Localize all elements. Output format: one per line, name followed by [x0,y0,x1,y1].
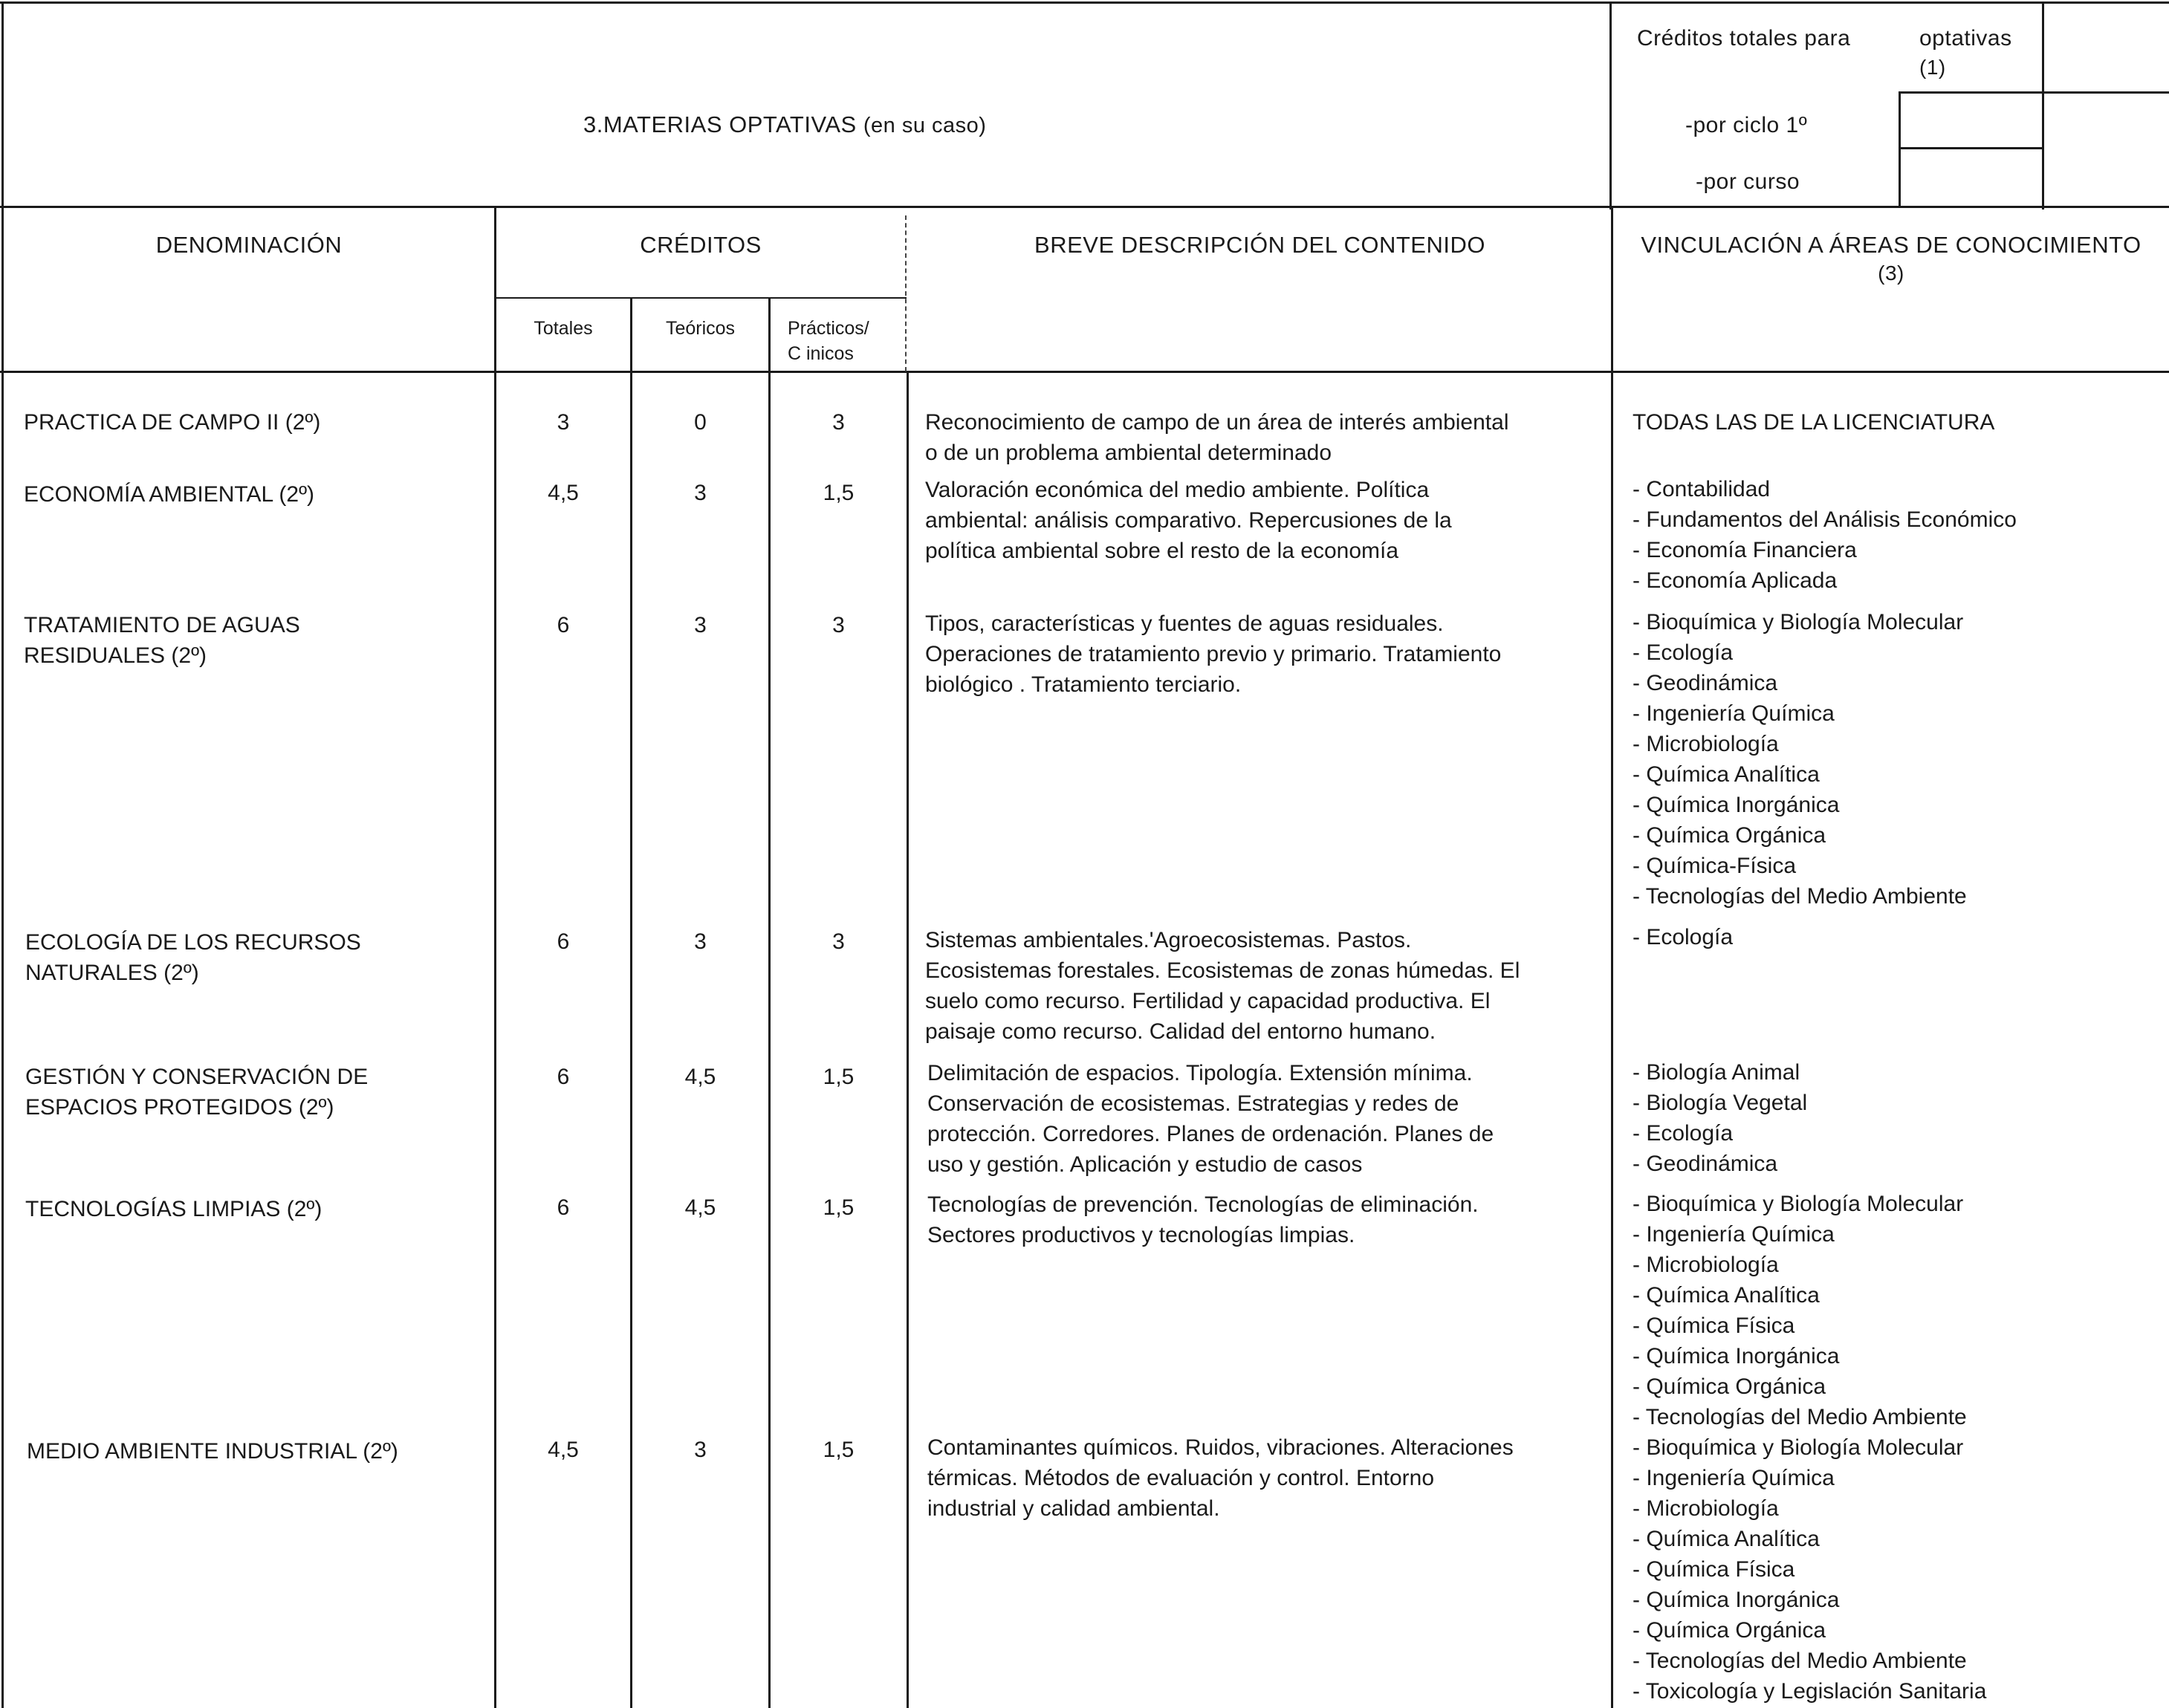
row-4-desc-line-4: paisaje como recurso. Calidad del entorno humano. [925,1019,1436,1044]
section-title-text: 3.MATERIAS OPTATIVAS [583,111,857,137]
row-3-desc-line-3: biológico . Tratamiento terciario. [925,672,1242,697]
row-6-area-6: - Química Inorgánica [1633,1344,1840,1368]
row-3-desc-line-1: Tipos, características y fuentes de aguas residuales. [925,611,1444,636]
header-box-left-1 [1899,91,1901,208]
row-5-name-line-1: GESTIÓN Y CONSERVACIÓN DE [25,1065,369,1089]
row-6-area-2: - Ingeniería Química [1633,1222,1835,1247]
top-border [0,1,2169,4]
row-4-desc-line-3: suelo como recurso. Fertilidad y capacidad productiva. El [925,989,1491,1013]
row-2-name-line-1: ECONOMÍA AMBIENTAL (2º) [24,482,315,507]
row-7-area-4: - Química Analítica [1633,1527,1820,1551]
section-title [583,111,986,138]
row-3-area-9: - Química-Física [1633,854,1797,878]
row-2-desc-line-1: Valoración económica del medio ambiente. Política [925,478,1430,502]
row-7-area-3: - Microbiología [1633,1496,1779,1521]
section-title-note: (en su caso) [863,114,987,137]
row-6-area-1: - Bioquímica y Biología Molecular [1633,1192,1964,1216]
row-6-area-3: - Microbiología [1633,1253,1779,1277]
row-1-name [24,407,320,438]
row-3-area-4: - Ingeniería Química [1633,701,1835,726]
row-6-desc-line-1: Tecnologías de prevención. Tecnologías de eliminación. [927,1192,1479,1217]
row-3-area-5: - Microbiología [1633,732,1779,756]
row-6-desc-line-2: Sectores productivos y tecnologías limpias. [927,1223,1355,1247]
row-7-area-6: - Química Inorgánica [1633,1588,1840,1612]
row-6-area-4: - Química Analítica [1633,1283,1820,1308]
row-3-name-line-2: RESIDUALES (2º) [24,643,207,668]
col-header-creditos: CRÉDITOS [640,232,762,258]
row-3-teoricos: 3 [694,613,707,637]
row-5-name-line-2: ESPACIOS PROTEGIDOS (2º) [25,1095,334,1120]
row-3-area-3: - Geodinámica [1633,671,1778,695]
row-1-practicos: 3 [832,410,845,435]
row-3-areas [1633,607,1967,912]
row-5-area-3: - Ecología [1633,1121,1734,1146]
creditos-totales-label: Créditos totales para [1637,26,1851,51]
row-6-teoricos: 4,5 [684,1195,716,1220]
row-4-name-line-2: NATURALES (2º) [25,961,199,985]
row-5-areas [1633,1057,1807,1179]
row-5-area-4: - Geodinámica [1633,1152,1778,1176]
header-box-rule-1 [1899,91,2169,94]
creditos-subrule [494,297,907,299]
row-3-area-8: - Química Orgánica [1633,823,1826,848]
row-6-area-5: - Química Física [1633,1314,1795,1338]
row-1-desc-line-1: Reconocimiento de campo de un área de interés ambiental [925,410,1509,435]
row-3-name [24,610,300,671]
row-2-desc-line-2: ambiental: análisis comparativo. Repercusiones de la [925,508,1452,533]
row-7-area-2: - Ingeniería Química [1633,1466,1835,1490]
row-5-desc-line-2: Conservación de ecosistemas. Estrategias y redes de [927,1091,1459,1116]
row-4-name [25,927,361,988]
row-6-description [927,1189,1479,1250]
col-divider-dashed [905,215,907,371]
row-2-practicos: 1,5 [823,481,855,505]
row-5-area-1: - Biología Animal [1633,1060,1800,1085]
row-1-area-1: TODAS LAS DE LA LICENCIATURA [1633,410,1995,435]
col-header-vinculacion: VINCULACIÓN A ÁREAS DE CONOCIMIENTO [1641,232,2142,258]
optativas-note: (1) [1919,56,1946,79]
col-header-practicos-1: Prácticos/ [788,318,869,339]
row-5-description [927,1058,1494,1180]
col-header-descripcion: BREVE DESCRIPCIÓN DEL CONTENIDO [1034,232,1485,258]
col-header-vinculacion-note: (3) [1878,262,1904,285]
row-4-teoricos: 3 [694,929,707,954]
row-2-desc-line-3: política ambiental sobre el resto de la economía [925,539,1399,563]
header-inner-divider [2042,1,2044,210]
row-7-desc-line-1: Contaminantes químicos. Ruidos, vibraciones. Alteraciones [927,1435,1514,1460]
row-3-area-7: - Química Inorgánica [1633,793,1840,817]
row-1-name-line-1: PRACTICA DE CAMPO II (2º) [24,410,321,435]
row-1-teoricos: 0 [694,410,707,435]
row-3-name-line-1: TRATAMIENTO DE AGUAS [24,613,300,637]
row-3-practicos: 3 [832,613,845,637]
row-1-totales: 3 [557,410,570,435]
row-7-area-7: - Química Orgánica [1633,1618,1826,1643]
row-4-desc-line-2: Ecosistemas forestales. Ecosistemas de zonas húmedas. El [925,958,1520,983]
row-2-area-3: - Economía Financiera [1633,538,1857,562]
por-ciclo-label: -por ciclo 1º [1685,113,1808,137]
row-4-desc-line-1: Sistemas ambientales.'Agroecosistemas. Pastos. [925,928,1412,952]
header-bottom-rule [0,206,2169,208]
row-3-area-2: - Ecología [1633,640,1734,665]
row-5-practicos: 1,5 [823,1065,855,1089]
colhead-bottom-rule [0,371,2169,373]
col-header-teoricos: Teóricos [665,318,736,339]
row-3-totales: 6 [557,613,570,637]
row-7-area-9: - Toxicología y Legislación Sanitaria [1633,1679,1987,1704]
row-2-area-1: - Contabilidad [1633,477,1771,501]
row-4-area-1: - Ecología [1633,925,1734,949]
row-7-description [927,1432,1514,1524]
row-5-name [25,1062,368,1123]
row-3-area-1: - Bioquímica y Biología Molecular [1633,610,1964,634]
row-7-name-line-1: MEDIO AMBIENTE INDUSTRIAL (2º) [27,1439,398,1464]
row-6-name-line-1: TECNOLOGÍAS LIMPIAS (2º) [25,1197,322,1221]
row-5-totales: 6 [557,1065,570,1089]
row-2-name [24,479,314,510]
row-3-description [925,608,1501,700]
row-7-teoricos: 3 [694,1438,707,1462]
row-2-totales: 4,5 [548,481,579,505]
header-right-divider [1609,1,1612,210]
header-box-rule-2 [1899,147,2043,149]
row-6-areas [1633,1189,1967,1432]
row-1-areas [1633,407,1994,438]
row-3-desc-line-2: Operaciones de tratamiento previo y primario. Tratamiento [925,642,1502,666]
row-7-area-5: - Química Física [1633,1557,1795,1582]
col-divider-4 [907,371,909,1708]
row-4-description [925,925,1520,1047]
optativas-label: optativas [1919,26,2012,51]
por-curso-label: -por curso [1696,169,1800,194]
row-7-area-1: - Bioquímica y Biología Molecular [1633,1435,1964,1460]
row-3-area-10: - Tecnologías del Medio Ambiente [1633,884,1967,909]
col-header-totales: Totales [534,318,593,339]
row-5-desc-line-4: uso y gestión. Aplicación y estudio de casos [927,1152,1363,1177]
row-5-desc-line-1: Delimitación de espacios. Tipología. Extensión mínima. [927,1061,1473,1085]
row-5-desc-line-3: protección. Corredores. Planes de ordenación. Planes de [927,1122,1494,1146]
col-header-denominacion: DENOMINACIÓN [155,232,343,258]
por-ciclo-value-field [1904,104,2037,141]
row-6-name [25,1194,322,1224]
row-7-name [27,1436,398,1467]
row-4-name-line-1: ECOLOGÍA DE LOS RECURSOS [25,930,361,955]
row-3-area-6: - Química Analítica [1633,762,1820,787]
row-6-totales: 6 [557,1195,570,1220]
row-7-desc-line-2: térmicas. Métodos de evaluación y control. Entorno [927,1466,1435,1490]
row-4-areas [1633,922,1733,952]
row-6-practicos: 1,5 [823,1195,855,1220]
row-6-area-7: - Química Orgánica [1633,1374,1826,1399]
row-2-areas [1633,474,2017,596]
row-7-practicos: 1,5 [823,1438,855,1462]
row-5-teoricos: 4,5 [684,1065,716,1089]
row-4-totales: 6 [557,929,570,954]
row-7-area-8: - Tecnologías del Medio Ambiente [1633,1649,1967,1673]
col-header-practicos-2: C inicos [788,343,854,364]
row-2-teoricos: 3 [694,481,707,505]
por-curso-value-field [1904,156,2037,201]
row-6-area-8: - Tecnologías del Medio Ambiente [1633,1405,1967,1429]
col-divider-3 [768,297,771,1708]
col-divider-5 [1611,208,1613,1708]
col-divider-2 [630,297,632,1708]
row-1-description [925,407,1508,468]
row-2-description [925,475,1452,566]
row-4-practicos: 3 [832,929,845,954]
row-7-totales: 4,5 [548,1438,579,1462]
row-2-area-2: - Fundamentos del Análisis Económico [1633,507,2017,532]
row-5-area-2: - Biología Vegetal [1633,1091,1808,1115]
row-1-desc-line-2: o de un problema ambiental determinado [925,441,1332,465]
row-2-area-4: - Economía Aplicada [1633,568,1838,593]
row-7-areas [1633,1432,1986,1707]
row-7-desc-line-3: industrial y calidad ambiental. [927,1496,1220,1521]
